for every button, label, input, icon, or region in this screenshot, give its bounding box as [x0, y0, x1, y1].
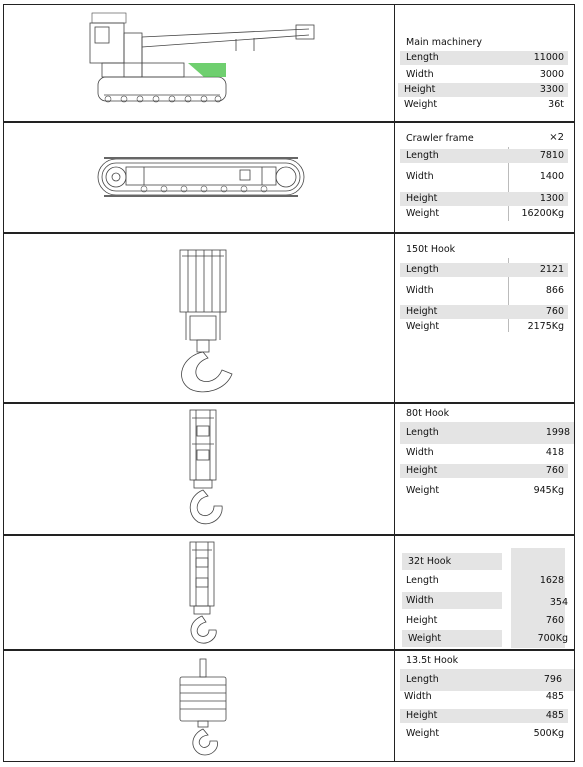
row-crawler-frame [3, 122, 575, 233]
spec-row-width: Width 866 [406, 285, 564, 296]
spec-row-width: Width 485 [404, 691, 564, 702]
section-title: Crawler frame [406, 133, 474, 144]
spec-row-width: Width 1400 [406, 171, 564, 182]
spec-row-weight: Weight 36t [404, 99, 564, 110]
hook-150t-specs [394, 234, 574, 402]
main-machinery-drawing [4, 5, 395, 121]
quantity-label: ×2 [549, 132, 564, 143]
crawler-frame-drawing [4, 123, 395, 232]
row-80t-hook [3, 403, 575, 535]
hook-150t-drawing [4, 234, 395, 402]
section-title: 13.5t Hook [406, 655, 459, 666]
section-title: 150t Hook [406, 244, 456, 255]
section-title-box [402, 553, 502, 570]
spec-row-weight: Weight 16200Kg [406, 208, 564, 219]
spec-row-weight: Weight 500Kg [406, 728, 564, 739]
section-title: Main machinery [406, 37, 483, 48]
spec-row-height: Height 760 [400, 305, 568, 319]
section-title: 80t Hook [406, 408, 450, 419]
spec-row-length: Length 11000 [400, 51, 568, 65]
hook-13-5t-specs [394, 651, 574, 761]
hook-150t-icon [4, 234, 394, 402]
hook-80t-drawing [4, 404, 395, 534]
spec-row-height: Height 760 [400, 464, 568, 478]
spec-row-height: Height 1300 [400, 192, 568, 206]
row-150t-hook [3, 233, 575, 403]
crane-body-icon [4, 5, 394, 121]
spec-row-height: Height 485 [400, 709, 568, 723]
spec-row-length: Length 796 [400, 669, 574, 691]
hook-32t-icon [4, 536, 394, 649]
spec-row-length: Length 1998 [400, 422, 574, 444]
spec-row-length: Length 7810 [400, 149, 568, 163]
spec-row-width: Width 3000 [406, 69, 564, 80]
hook-80t-icon [4, 404, 394, 534]
spec-row-length: Length 1628 [406, 575, 564, 586]
spec-row-weight: Weight 945Kg [406, 485, 564, 496]
hook-32t-drawing [4, 536, 395, 649]
main-machinery-specs [394, 5, 574, 121]
spec-row-width: Width 354 [402, 592, 502, 609]
crawler-frame-specs [394, 123, 574, 232]
row-13-5t-hook [3, 650, 575, 762]
spec-row-weight: Weight 700Kg [402, 630, 502, 647]
row-main-machinery [3, 4, 575, 122]
row-32t-hook [3, 535, 575, 650]
hook-13-5t-icon [4, 651, 394, 761]
spec-row-weight: Weight 2175Kg [406, 321, 564, 332]
spec-row-length: Length 2121 [400, 263, 568, 277]
hook-32t-specs [394, 536, 574, 649]
spec-sheet [3, 4, 577, 762]
hook-80t-specs [394, 404, 574, 534]
crawler-track-icon [4, 123, 394, 232]
section-title: 32t Hook [408, 556, 452, 567]
spec-row-width: Width 418 [406, 447, 564, 458]
spec-row-height: Height 760 [406, 615, 564, 626]
spec-row-height: Height 3300 [398, 83, 568, 97]
hook-13-5t-drawing [4, 651, 395, 761]
